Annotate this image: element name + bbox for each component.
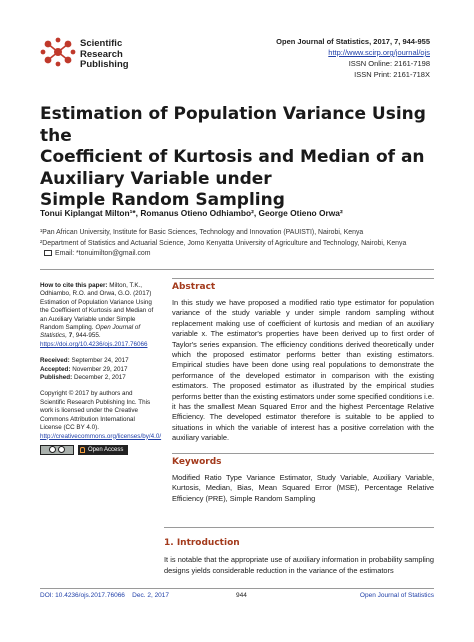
article-metadata-column [40, 282, 162, 463]
introduction-heading: 1. Introduction [164, 538, 240, 548]
abstract-heading: Abstract [172, 278, 434, 292]
by-person-icon [58, 446, 65, 453]
email-text: Email: *tonuimilton@gmail.com [55, 250, 151, 257]
keywords-heading: Keywords [172, 453, 434, 467]
cc-by-badge[interactable] [40, 445, 74, 455]
scirp-logo-icon [40, 36, 76, 68]
copyright-text: Copyright © 2017 by authors and Scientific Research Publishing Inc. This work is licensed under the Creative Commons Attribution International License (CC BY 4.0). [40, 390, 151, 432]
page-number: 944 [236, 592, 247, 599]
author-list: Tonui Kiplangat Milton¹*, Romanus Otieno Odhiambo², George Otieno Orwa² [40, 208, 343, 218]
accepted-date: November 29, 2017 [72, 365, 128, 373]
cite-doi-link[interactable]: https://doi.org/10.4236/ojs.2017.76066 [40, 340, 148, 348]
how-to-cite [40, 282, 158, 349]
published-date: December 2, 2017 [73, 374, 126, 382]
cite-pages: , 944-955. [72, 332, 101, 340]
envelope-icon [44, 250, 52, 256]
title-line: Coefficient of Kurtosis and Median of an [40, 147, 425, 167]
publisher-logo[interactable] [40, 36, 160, 76]
received-label: Received: [40, 357, 70, 365]
received-date: September 24, 2017 [71, 357, 129, 365]
divider [40, 269, 434, 270]
footer-doi: DOI: 10.4236/ojs.2017.76066 [40, 592, 125, 599]
footer-date: Dec. 2, 2017 [132, 592, 170, 599]
open-lock-icon [80, 447, 85, 453]
license-link[interactable]: http://creativecommons.org/licenses/by/4.0/ [40, 432, 162, 440]
publisher-name [80, 39, 129, 71]
open-access-label: Open Access [88, 446, 124, 453]
journal-url-link[interactable]: http://www.scirp.org/journal/ojs [328, 48, 430, 57]
cite-text: Milton, T.K., Odhiambo, R.O. and Orwa, G.O. (2017) Estimation of Population Variance Using the Coefficient of Kurtosis and Median of an Auxiliary Variable under Simple Random Sampling. [40, 282, 154, 332]
footer-doi-date[interactable] [40, 592, 169, 599]
title-line: Estimation of Population Variance Using the [40, 104, 426, 146]
introduction-text: It is notable that the appropriate use of auxiliary information in probability sampling designs yields considerable reduction in the variance of the estimators [164, 555, 434, 575]
publisher-name-line: Scientific [80, 38, 123, 49]
issn-print: ISSN Print: 2161-718X [354, 70, 430, 79]
open-access-badge[interactable] [78, 445, 128, 455]
title-line: Simple Random Sampling [40, 190, 285, 210]
copyright-block [40, 390, 162, 454]
abstract-column [172, 278, 434, 504]
accepted-label: Accepted: [40, 365, 71, 373]
article-dates [40, 357, 158, 382]
cite-journal: Open Journal of Statistics, [40, 324, 141, 340]
title-line: Auxiliary Variable under [40, 168, 272, 189]
journal-info [276, 36, 430, 80]
issn-online: ISSN Online: 2161-7198 [348, 59, 430, 68]
cc-icon [49, 446, 56, 453]
publisher-name-line: Research [80, 48, 123, 60]
divider [164, 527, 434, 528]
affiliations [40, 228, 440, 249]
affiliation-1: ¹Pan African University, Institute for Basic Sciences, Technology and Innovation (PAUISTI), Nairobi, Kenya [40, 229, 364, 236]
license-badges [40, 445, 158, 455]
cite-label: How to cite this paper: [40, 282, 108, 289]
keywords-text: Modified Ratio Type Variance Estimator, Study Variable, Auxiliary Variable, Kurtosis, Median, Bias, Mean Squared Error (MSE), Percentage Relative Efficiency (PRE), Simple Random Sampling [172, 472, 434, 503]
published-label: Published: [40, 374, 73, 382]
author-email[interactable] [44, 250, 150, 257]
footer-journal[interactable]: Open Journal of Statistics [359, 592, 434, 599]
footer-divider [40, 588, 434, 589]
paper-title [40, 104, 440, 212]
affiliation-2: ²Department of Statistics and Actuarial Science, Jomo Kenyatta University of Agriculture and Technology, Nairobi, Kenya [40, 239, 407, 247]
abstract-text: In this study we have proposed a modified ratio type estimator for population variance of the study variable y under simple random sampling without replacement making use of coefficient of kurtosis and median of an auxiliary variable x. The estimator's properties have been derived up to first order of Taylor's series expansion. The efficiency conditions derived theoretically under which the proposed estimator performs better than existing estimators. Empirical studies have been done using real populations to demonstrate the performance of the developed estimator in comparison with the existing estimators. The proposed estimator as illustrated by the empirical studies performs better than the existing estimators under some specified conditions i.e. it has the smallest Mean Squared Error and the highest Percentage Relative Efficiency. The developed estimator therefore is suitable to be applied to situations in which the variable of interest has a positive correlation with the auxiliary variable. [172, 298, 434, 443]
publisher-name-line: Publishing [80, 59, 129, 70]
cite-volume: 7 [68, 332, 73, 340]
journal-citation-line: Open Journal of Statistics, 2017, 7, 944-955 [276, 37, 430, 46]
